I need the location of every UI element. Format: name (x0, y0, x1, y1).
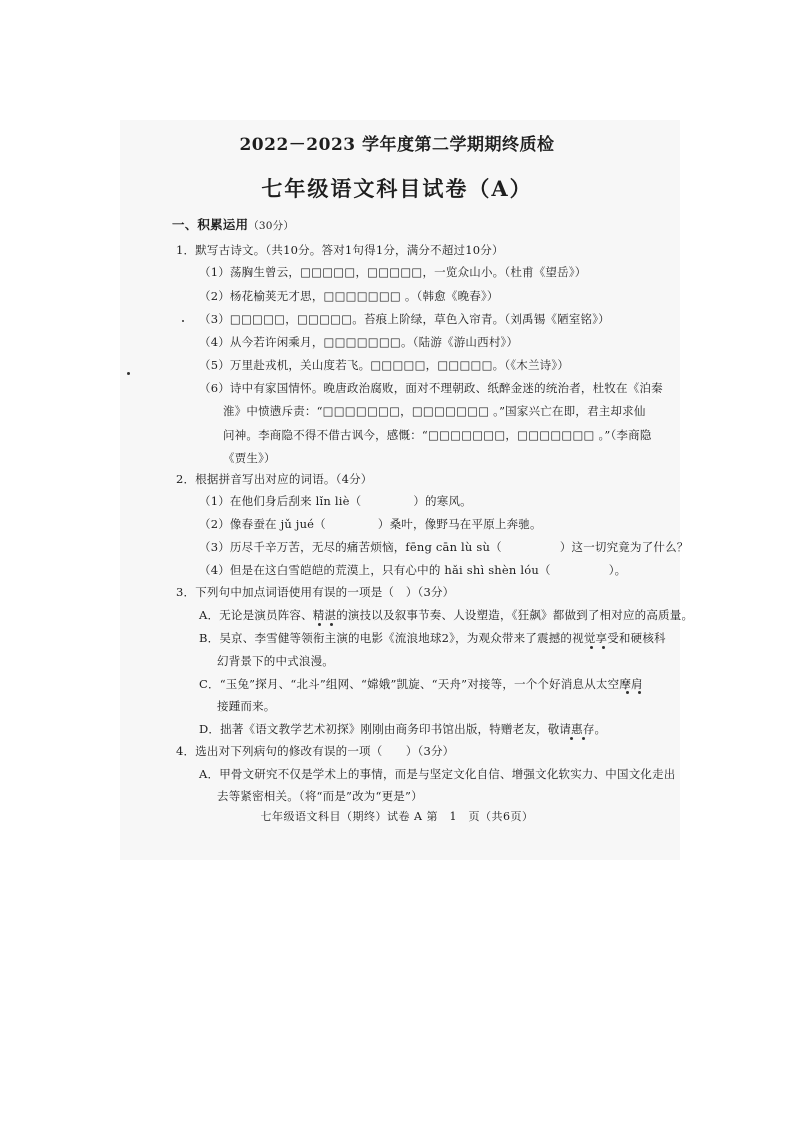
question-2-item (199, 563, 626, 578)
section-score: （30分） (248, 220, 295, 232)
scan-speck (127, 372, 130, 375)
question-1-item-continued: 《贾生》） (223, 451, 276, 465)
pinyin-prompt: （1）在他们身后刮来 lǐn liè（ (199, 494, 362, 508)
question-4-stem: 4．选出对下列病句的修改有误的一项（ ）（3分） (176, 744, 455, 758)
pinyin-suffix: ）的寒风。 (413, 494, 472, 508)
question-1-item: （6）诗中有家国情怀。晚唐政治腐败，面对不理朝政、纸醉金迷的统治者，杜牧在《泊秦 (199, 381, 663, 395)
page-footer: 七年级语文科目（期终）试卷 A 第 1 页（共6页） (260, 810, 534, 823)
pinyin-suffix: ）这一切究竟为了什么？ (559, 540, 689, 554)
question-3-option-continued: 幻背景下的中式浪漫。 (217, 654, 334, 668)
emphasis-dot (330, 623, 333, 626)
emphasis-dot (638, 691, 641, 694)
pinyin-prompt: （2）像春蚕在 jǔ jué（ (199, 517, 326, 531)
emphasis-dot (318, 623, 321, 626)
pinyin-suffix: ）桑叶，像野马在平原上奔驰。 (377, 517, 542, 531)
question-2-item (199, 540, 689, 555)
section-heading (172, 217, 294, 234)
question-1-item: （5）万里赴戎机，关山度若飞。□□□□□，□□□□□。（《木兰诗》） (199, 358, 570, 372)
question-3-stem: 3．下列句中加点词语使用有误的一项是（ ）（3分） (176, 585, 455, 599)
pinyin-suffix: ）。 (608, 563, 627, 577)
scan-speck (182, 320, 184, 322)
exam-paper-title: 七年级语文科目试卷（A） (261, 176, 533, 201)
question-3-option: B．吴京、李雪健等领衔主演的电影《流浪地球2》，为观众带来了震撼的视觉享受和硬核科 (199, 631, 666, 645)
pinyin-prompt: （4）但是在这白雪皑皑的荒漠上，只有心中的 hǎi shì shèn lóu（ (199, 563, 551, 577)
question-2-stem: 2．根据拼音写出对应的词语。（4分） (176, 472, 373, 486)
emphasis-dot (626, 691, 629, 694)
question-4-option: A．甲骨文研究不仅是学术上的事情，而是与坚定文化自信、增强文化软实力、中国文化走出 (199, 767, 676, 781)
emphasis-dot (602, 646, 605, 649)
pinyin-prompt: （3）历尽千辛万苦，无尽的痛苦烦恼，fēng cān lù sù（ (199, 540, 502, 554)
question-3-option: A．无论是演员阵容、精湛的演技以及叙事节奏、人设塑造，《狂飙》都做到了相对应的高质量。 (199, 608, 694, 622)
emphasis-dot (570, 737, 573, 740)
question-1-stem: 1．默写古诗文。（共10分。答对1句得1分，满分不超过10分） (176, 243, 504, 257)
question-1-item-continued: 淮》中愤懑斥责：“□□□□□□□，□□□□□□□ 。”国家兴亡在即，君主却求仙 (223, 404, 646, 418)
question-3-option: D．拙著《语文教学艺术初探》刚刚由商务印书馆出版，特赠老友，敬请惠存。 (199, 722, 607, 736)
question-3-option-continued: 接踵而来。 (217, 699, 276, 713)
question-3-option: C．“玉兔”探月、“北斗”组网、“嫦娥”凯旋、“天舟”对接等，一个个好消息从太空摩肩 (199, 677, 643, 691)
question-1-item: （2）杨花榆荚无才思，□□□□□□□ 。（韩愈《晚春》） (199, 289, 499, 303)
emphasis-dot (582, 737, 585, 740)
question-4-option-continued: 去等紧密相关。（将“而是”改为“更是”） (217, 789, 423, 803)
section-title: 一、积累运用 (172, 217, 249, 232)
question-1-item-continued: 问神。李商隐不得不借古讽今，感慨：“□□□□□□□，□□□□□□□ 。”（李商隐 (223, 428, 652, 442)
question-1-item: （4）从今若许闲乘月，□□□□□□□。（陆游《游山西村》） (199, 335, 519, 349)
question-1-item: （1）荡胸生曾云，□□□□□，□□□□□，一览众山小。（杜甫《望岳》） (199, 265, 587, 279)
exam-term-title: 2022－2023 学年度第二学期期终质检 (239, 135, 555, 155)
question-1-item: （3）□□□□□，□□□□□。苔痕上阶绿，草色入帘青。（刘禹锡《陋室铭》） (199, 312, 610, 326)
question-2-item (199, 494, 472, 509)
question-2-item (199, 517, 542, 532)
emphasis-dot (590, 646, 593, 649)
